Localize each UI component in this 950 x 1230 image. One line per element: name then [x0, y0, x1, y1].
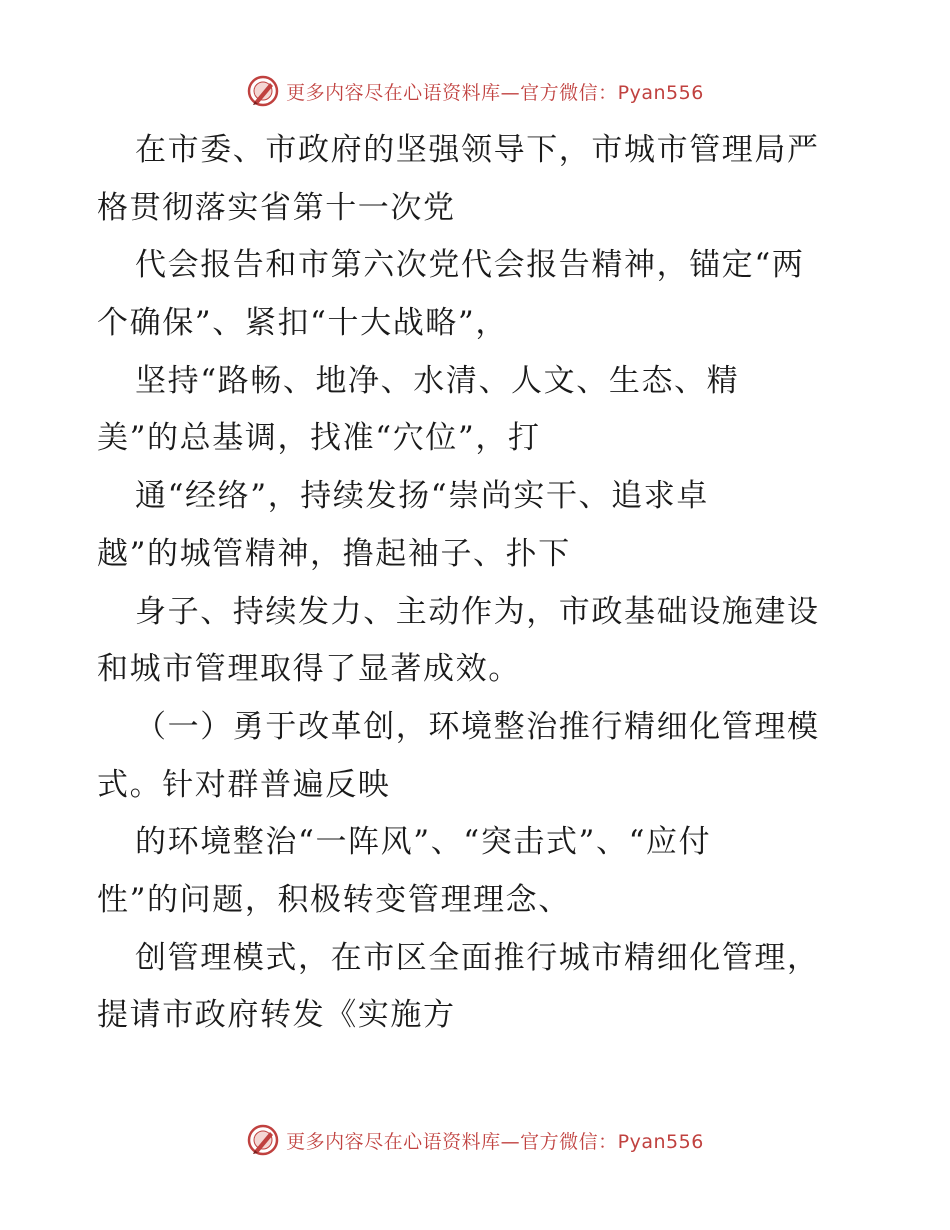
header-banner	[0, 71, 950, 111]
text-line: 越”的城管精神，撸起袖子、扑下	[97, 535, 571, 572]
text-line: 创管理模式，在市区全面推行城市精细化管理，	[135, 939, 820, 976]
text-line: 个确保”、紧扣“十大战略”，	[97, 305, 508, 342]
text-line: 性”的问题，积极转变管理理念、	[97, 881, 571, 918]
text-line: 的环境整治“一阵风”、“突击式”、“应付	[135, 824, 712, 861]
document-body	[97, 122, 857, 1045]
text-line: 坚持“路畅、地净、水清、人文、生态、精	[135, 362, 740, 399]
text-line: 在市委、市政府的坚强领导下，市城市管理局严	[135, 132, 820, 168]
footer-banner-text: 更多内容尽在心语资料库—官方微信：Pyan556	[286, 1130, 704, 1153]
text-line: （一）勇于改革创，环境整治推行精细化管理模	[135, 708, 820, 745]
text-line: 和城市管理取得了显著成效。	[97, 651, 521, 688]
text-line: 格贯彻落实省第十一次党	[97, 189, 456, 226]
text-line: 美”的总基调，找准“穴位”，打	[97, 420, 541, 457]
text-line: 通“经络”，持续发扬“崇尚实干、追求卓	[135, 478, 709, 515]
text-line: 提请市政府转发《实施方	[97, 997, 456, 1034]
pen-in-circle-logo-icon	[246, 74, 280, 108]
footer-banner	[0, 1120, 950, 1160]
text-line: 式。针对群普遍反映	[97, 766, 391, 803]
pen-in-circle-logo-icon	[246, 1123, 280, 1157]
text-line: 代会报告和市第六次党代会报告精神，锚定“两	[135, 247, 805, 284]
text-line: 身子、持续发力、主动作为，市政基础设施建设	[135, 593, 820, 630]
header-banner-text: 更多内容尽在心语资料库—官方微信：Pyan556	[286, 81, 704, 104]
